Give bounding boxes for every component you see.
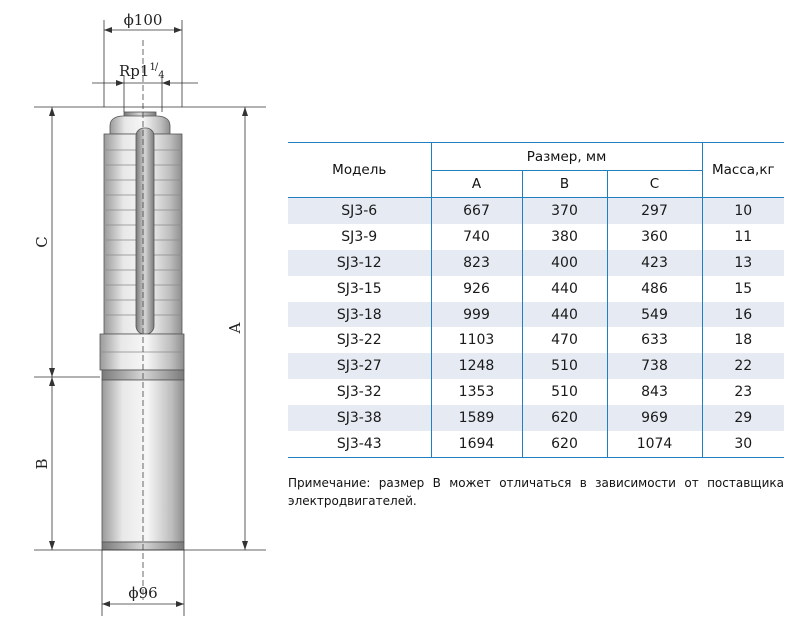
pump-body: [100, 112, 184, 550]
cell-c: 423: [607, 250, 702, 276]
header-size: Размер, мм: [431, 143, 702, 171]
table-row: [288, 327, 784, 353]
cell-a: 823: [431, 250, 522, 276]
cell-b: 440: [522, 276, 607, 302]
cell-b: 380: [522, 224, 607, 250]
header-model: Модель: [288, 143, 431, 198]
header-a: A: [431, 171, 522, 198]
table-row: [288, 250, 784, 276]
cell-b: 620: [522, 405, 607, 431]
cell-c: 843: [607, 379, 702, 405]
cell-c: 969: [607, 405, 702, 431]
cell-b: 470: [522, 327, 607, 353]
header-c: C: [607, 171, 702, 198]
cell-c: 360: [607, 224, 702, 250]
dimension-c: [33, 107, 55, 377]
cell-model: SJ3-32: [336, 384, 382, 401]
cell-a: 1694: [431, 431, 522, 457]
bottom-diameter-label: ϕ96: [128, 584, 158, 602]
table-row: [288, 431, 784, 457]
dimension-top-diameter: [104, 11, 182, 33]
cell-c: 738: [607, 353, 702, 379]
note-text: Примечание: размер B может отличаться в зависимости от поставщика электродвигателей.: [288, 476, 784, 508]
dim-b-label: B: [33, 458, 51, 470]
cell-model: SJ3-15: [336, 280, 382, 297]
cell-model: SJ3-27: [288, 353, 431, 379]
cell-b: 440: [522, 302, 607, 328]
cell-mass: 30: [702, 431, 784, 457]
header-b: B: [522, 171, 607, 198]
table-row: [288, 405, 784, 431]
header-mass: Масса,кг: [702, 143, 784, 198]
cell-mass: 22: [702, 353, 784, 379]
cell-mass: 29: [702, 405, 784, 431]
spec-table: [288, 142, 784, 458]
table-row: [288, 198, 784, 224]
table-row: [288, 353, 784, 379]
cell-mass: 18: [702, 327, 784, 353]
dim-a-label: A: [226, 322, 244, 334]
cell-model: SJ3-38: [288, 405, 431, 431]
dim-c-label: C: [33, 236, 51, 248]
cell-mass: 16: [702, 302, 784, 328]
top-diameter-label: ϕ100: [123, 11, 163, 29]
cell-mass: 11: [702, 224, 784, 250]
cell-c: 549: [607, 302, 702, 328]
cell-c: 1074: [607, 431, 702, 457]
cell-b: 510: [522, 379, 607, 405]
cell-a: 667: [431, 198, 522, 224]
cell-mass: 13: [702, 250, 784, 276]
dimension-a: [226, 107, 248, 550]
cell-a: 1248: [431, 353, 522, 379]
cell-model: SJ3-43: [288, 431, 431, 457]
cell-mass: 10: [702, 198, 784, 224]
cell-b: 620: [522, 431, 607, 457]
cell-a: 999: [431, 302, 522, 328]
table-row: [288, 302, 784, 328]
cell-model: SJ3-22: [336, 332, 382, 349]
dimension-bottom-diameter: [102, 584, 184, 607]
dimension-b: [33, 377, 55, 550]
cell-mass: 23: [702, 379, 784, 405]
cell-model: SJ3-9: [341, 228, 378, 245]
cell-a: 740: [431, 224, 522, 250]
cell-a: 1103: [431, 327, 522, 353]
table-row: [288, 379, 784, 405]
cell-a: 1589: [431, 405, 522, 431]
cell-b: 400: [522, 250, 607, 276]
cell-model: SJ3-18: [288, 302, 431, 328]
cell-c: 633: [607, 327, 702, 353]
cell-model: SJ3-6: [288, 198, 431, 224]
pump-drawing: [0, 0, 280, 640]
cell-model: SJ3-12: [288, 250, 431, 276]
cell-a: 926: [431, 276, 522, 302]
cell-b: 370: [522, 198, 607, 224]
thread-label: $Rp1^1/_4$: [119, 62, 165, 81]
cell-a: 1353: [431, 379, 522, 405]
cell-mass: 15: [702, 276, 784, 302]
cell-b: 510: [522, 353, 607, 379]
cell-c: 486: [607, 276, 702, 302]
table-row: [288, 276, 784, 302]
cell-c: 297: [607, 198, 702, 224]
table-row: [288, 224, 784, 250]
